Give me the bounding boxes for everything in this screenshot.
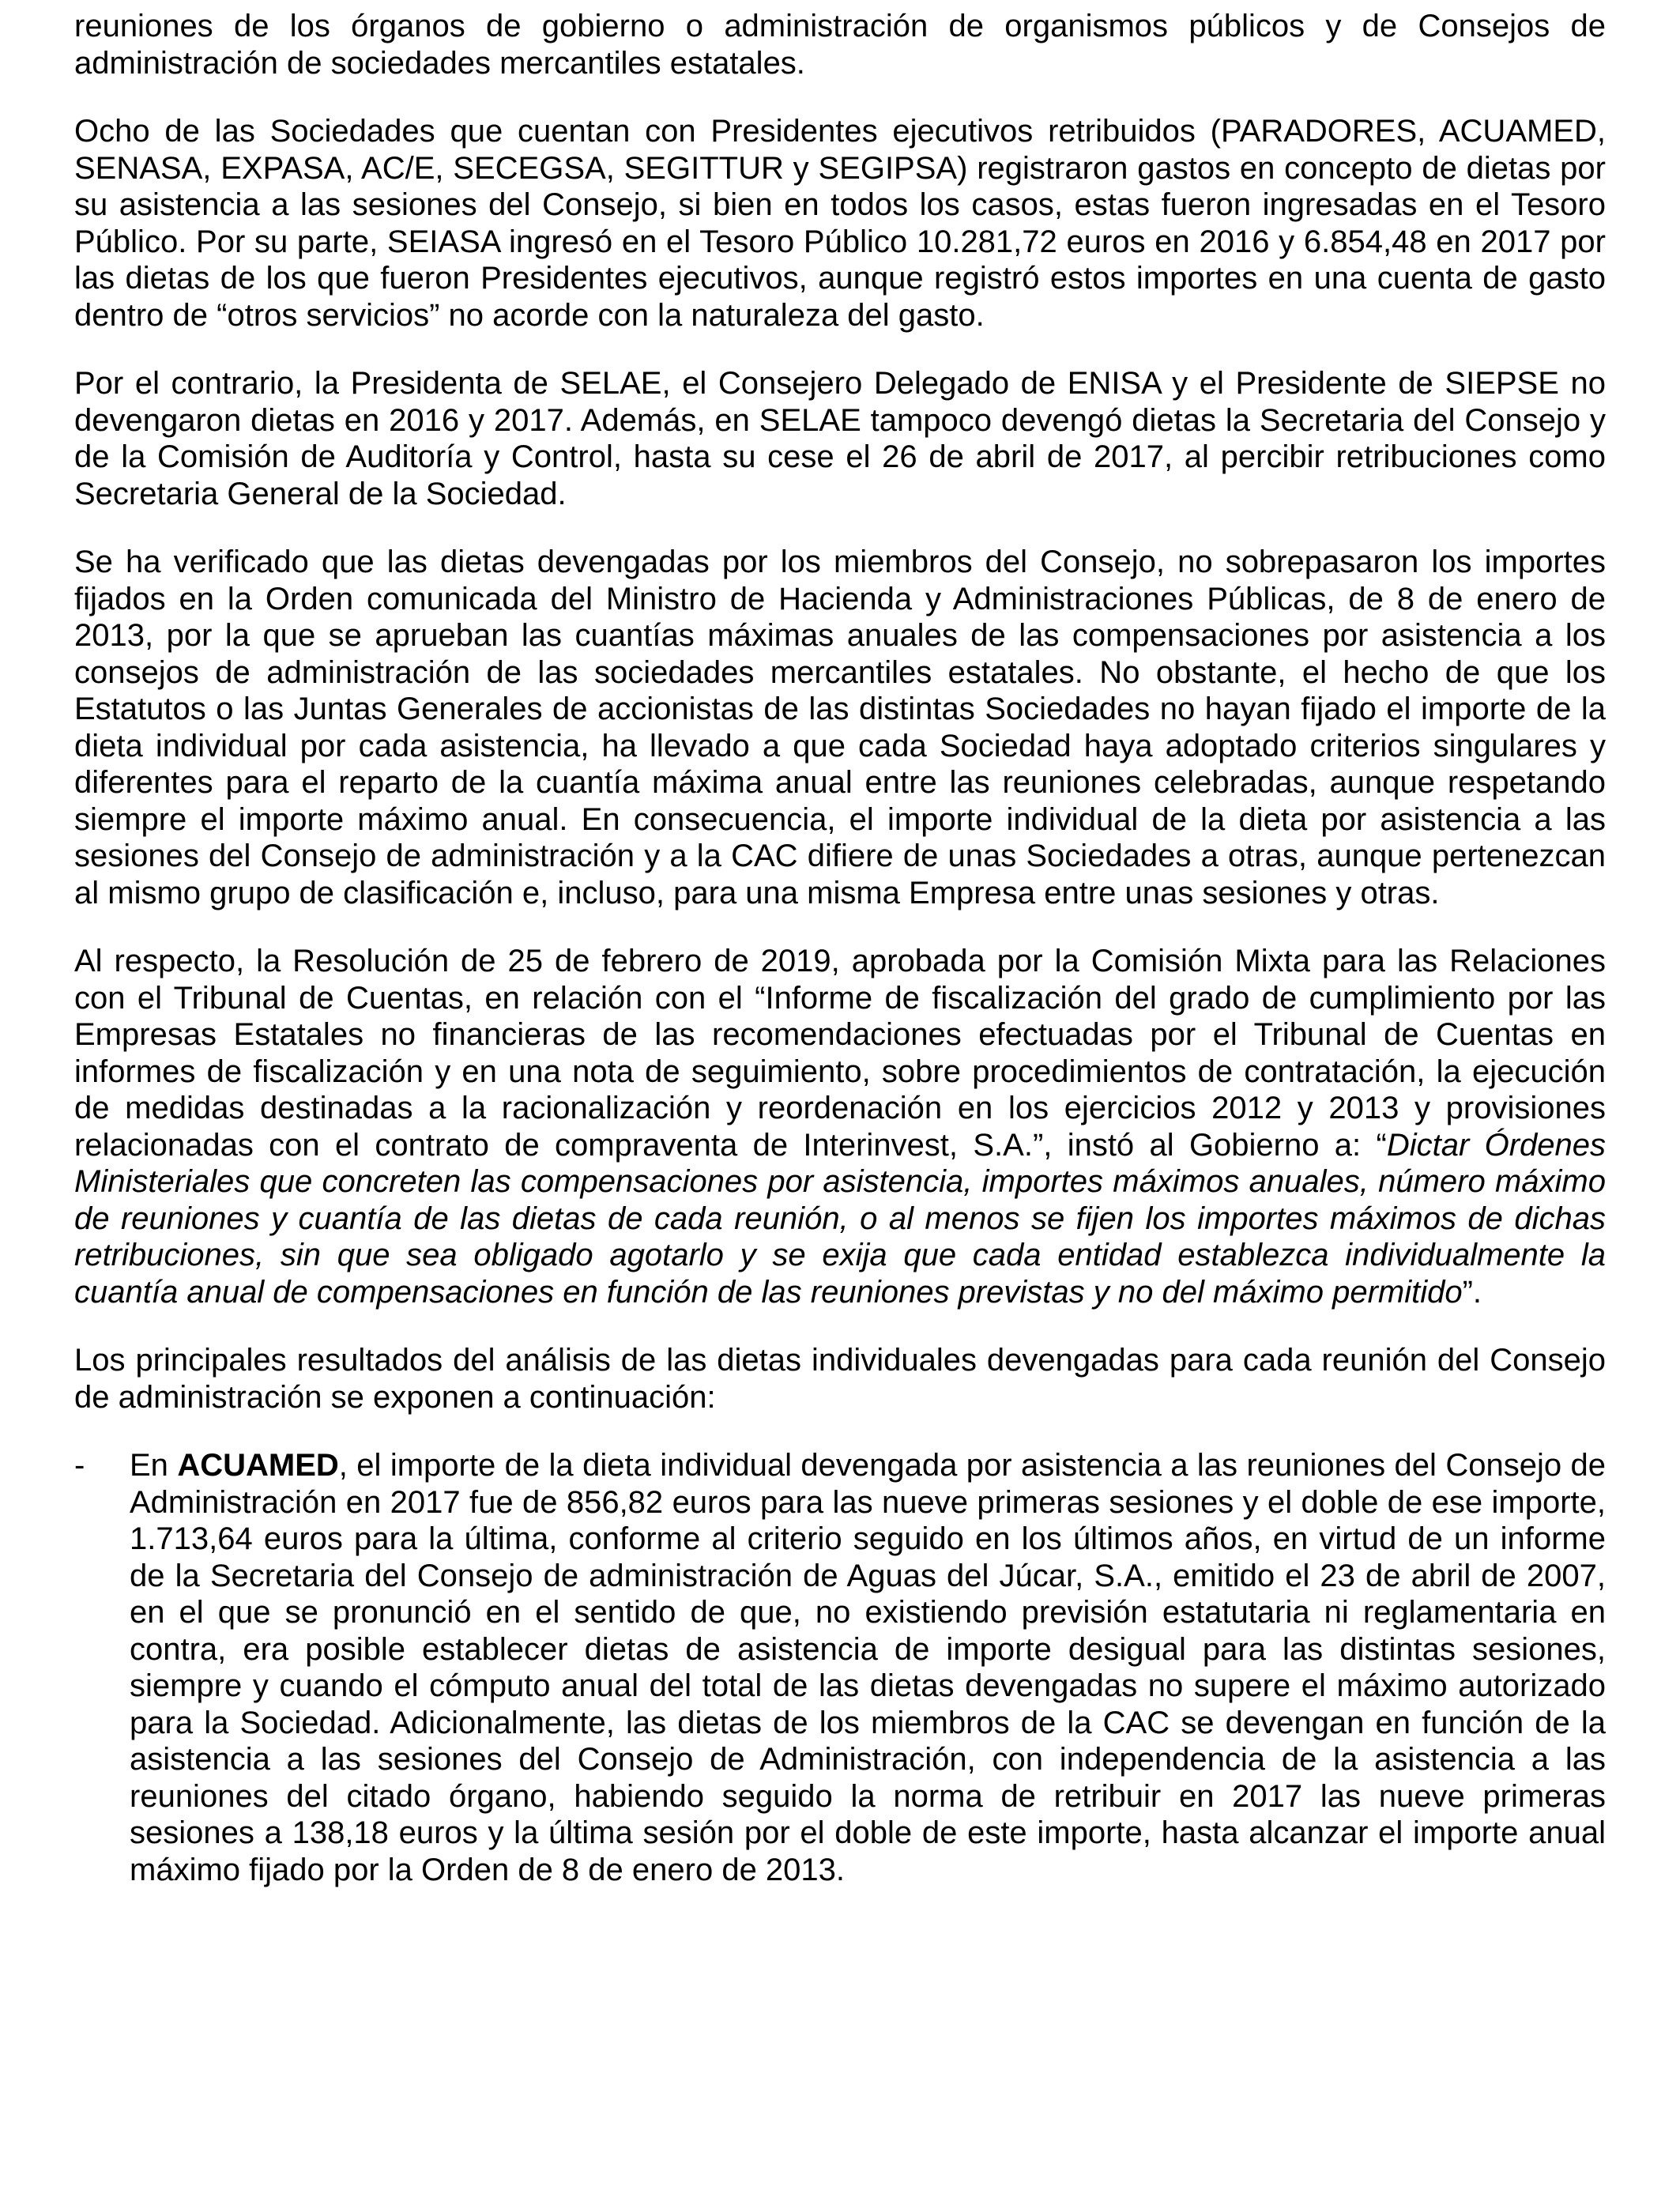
paragraph-2: Ocho de las Sociedades que cuentan con Presidentes ejecutivos retribuidos (PARADORES, ACUAMED, SENASA, EXPASA, AC/E, SECEGSA, SEGITTUR y SEGIPSA) registraron gastos en concepto de dietas por su asistencia a las sesiones del Consejo, si bien en todos los casos, estas fueron ingresadas en el Tesoro Público. Por su parte, SEIASA ingresó en el Tesoro Público 10.281,72 euros en 2016 y 6.854,48 en 2017 por las dietas de los que fueron Presidentes ejecutivos, aunque registró estos importes en una cuenta de gasto dentro de “otros servicios” no acorde con la naturaleza del gasto. [74,114,1606,333]
paragraph-5-quote: Dictar Órdenes Ministeriales que concreten las compensaciones por asistencia, importes máximos anuales, número máximo de reuniones y cuantía de las dietas de cada reunión, o al menos se fijen los importes máximos de dichas retribuciones, sin que sea obligado agotarlo y se exija que cada entidad establezca individualmente la cuantía anual de compensaciones en función de las reuniones previstas y no del máximo permitido [74,1127,1606,1310]
paragraph-3: Por el contrario, la Presidenta de SELAE, el Consejero Delegado de ENISA y el Presidente de SIEPSE no devengaron dietas en 2016 y 2017. Además, en SELAE tampoco devengó dietas la Secretaria del Consejo y de la Comisión de Auditoría y Control, hasta su cese el 26 de abril de 2017, al percibir retribuciones como Secretaria General de la Sociedad. [74,366,1606,511]
dash-bullet: - [74,1448,85,1483]
paragraph-5 [74,943,1606,1310]
results-list [74,1447,1606,1888]
list-item-entity: ACUAMED [177,1448,339,1483]
document-page [74,8,1606,1888]
list-item [74,1447,1606,1888]
list-item-lead: En [130,1448,178,1483]
list-item-text: , el importe de la dieta individual devengada por asistencia a las reuniones del Consejo de Administración en 2017 fue de 856,82 euros para las nueve primeras sesiones y el doble de ese importe, 1.713,64 euros para la última, conforme al criterio seguido en los últimos años, en virtud de un informe de la Secretaria del Consejo de administración de Aguas del Júcar, S.A., emitido el 23 de abril de 2007, en el que se pronunció en el sentido de que, no existiendo previsión estatutaria ni reglamentaria en contra, era posible establecer dietas de asistencia de importe desigual para las distintas sesiones, siempre y cuando el cómputo anual del total de las dietas devengadas no supere el máximo autorizado para la Sociedad. Adicionalmente, las dietas de los miembros de la CAC se devengan en función de la asistencia a las sesiones del Consejo de Administración, con independencia de la asistencia a las reuniones del citado órgano, habiendo seguido la norma de retribuir en 2017 las nueve primeras sesiones a 138,18 euros y la última sesión por el doble de este importe, hasta alcanzar el importe anual máximo fijado por la Orden de 8 de enero de 2013. [130,1448,1606,1887]
paragraph-4: Se ha verificado que las dietas devengadas por los miembros del Consejo, no sobrepasaron los importes fijados en la Orden comunicada del Ministro de Hacienda y Administraciones Públicas, de 8 de enero de 2013, por la que se aprueban las cuantías máximas anuales de las compensaciones por asistencia a los consejos de administración de las sociedades mercantiles estatales. No obstante, el hecho de que los Estatutos o las Juntas Generales de accionistas de las distintas Sociedades no hayan fijado el importe de la dieta individual por cada asistencia, ha llevado a que cada Sociedad haya adoptado criterios singulares y diferentes para el reparto de la cuantía máxima anual entre las reuniones celebradas, aunque respetando siempre el importe máximo anual. En consecuencia, el importe individual de la dieta por asistencia a las sesiones del Consejo de administración y a la CAC difiere de unas Sociedades a otras, aunque pertenezcan al mismo grupo de clasificación e, incluso, para una misma Empresa entre unas sesiones y otras. [74,545,1606,910]
paragraph-5-text: Al respecto, la Resolución de 25 de febrero de 2019, aprobada por la Comisión Mixta para las Relaciones con el Tribunal de Cuentas, en relación con el “Informe de fiscalización del grado de cumplimiento por las Empresas Estatales no financieras de las recomendaciones efectuadas por el Tribunal de Cuentas en informes de fiscalización y en una nota de seguimiento, sobre procedimientos de contratación, la ejecución de medidas destinadas a la racionalización y reordenación en los ejercicios 2012 y 2013 y provisiones relacionadas con el contrato de compraventa de Interinvest, S.A.”, instó al Gobierno a: “ [74,944,1606,1163]
paragraph-6: Los principales resultados del análisis de las dietas individuales devengadas para cada reunión del Consejo de administración se exponen a continuación: [74,1343,1606,1415]
paragraph-1: reuniones de los órganos de gobierno o administración de organismos públicos y de Consejos de administración de sociedades mercantiles estatales. [74,9,1606,81]
paragraph-5-end: ”. [1462,1274,1482,1310]
